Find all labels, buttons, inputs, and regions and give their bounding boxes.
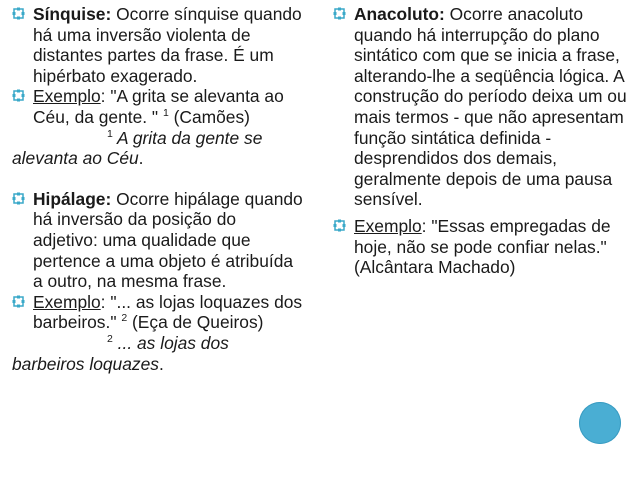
right-column (333, 4, 633, 278)
bullet-item-exemplo-2 (12, 292, 304, 374)
example-label: Exemplo (354, 215, 422, 236)
definition-sinquise: Ocorre sínquise quando há uma inversão violenta de distantes partes da frase. É um hipérbato exagerado. (33, 4, 302, 86)
definition-anacoluto: Ocorre anacoluto quando há interrupção do plano sintático com que se inicia a frase, alterando-lhe a seqüência lógica. A construção do período deixa um ou mais termos - que não apresentam função sintática definida - desprendidos dos demais, geralmente depois de uma pausa sensível. (354, 4, 627, 210)
footnote-number: 2 (107, 333, 113, 346)
footnote-number: 1 (107, 127, 113, 140)
footnote-text: ... as lojas dos (112, 332, 229, 353)
term-anacoluto: Anacoluto: (354, 4, 445, 24)
example-label: Exemplo (33, 291, 101, 312)
bullet-item-anacoluto (333, 4, 633, 210)
bullet-icon (333, 219, 346, 232)
example-text: : "... as lojas loquazes dos barbeiros." (33, 291, 303, 333)
bullet-icon (12, 192, 25, 205)
bullet-item-exemplo-1 (12, 86, 304, 168)
term-sinquise: Sínquise: (33, 4, 112, 24)
footnote-line (33, 333, 304, 354)
footnote-continuation: barbeiros loquazes. (12, 353, 164, 374)
bullet-item-exemplo-3 (333, 216, 633, 278)
bullet-icon (12, 89, 25, 102)
bullet-icon (333, 7, 346, 20)
bullet-item-sinquise (12, 4, 304, 86)
spacer (12, 169, 304, 189)
footnote-continuation: alevanta ao Céu. (12, 148, 144, 169)
example-source: (Camões) (168, 106, 250, 127)
footnote-line (33, 128, 304, 149)
example-source: (Eça de Queiros) (127, 312, 264, 333)
bullet-item-hipalage (12, 189, 304, 292)
example-text: : "A grita se alevanta ao Céu, da gente. " (33, 86, 284, 127)
left-column (12, 4, 304, 374)
definition-hipalage: Ocorre hipálage quando há inversão da posição do adjetivo: uma qualidade que pertence a uma objeto é atribuída a outro, na mesma frase. (33, 188, 303, 292)
decorative-circle (579, 402, 621, 444)
footnote-text: A grita da gente se (112, 127, 263, 148)
term-hipalage: Hipálage: (33, 188, 112, 209)
bullet-icon (12, 7, 25, 20)
example-label: Exemplo (33, 86, 101, 107)
example-text: : "Essas empregadas de hoje, não se pode confiar nelas." (Alcântara Machado) (354, 215, 611, 278)
footnote-marker: 1 (162, 107, 169, 120)
footnote-marker: 2 (121, 312, 128, 325)
bullet-icon (12, 295, 25, 308)
